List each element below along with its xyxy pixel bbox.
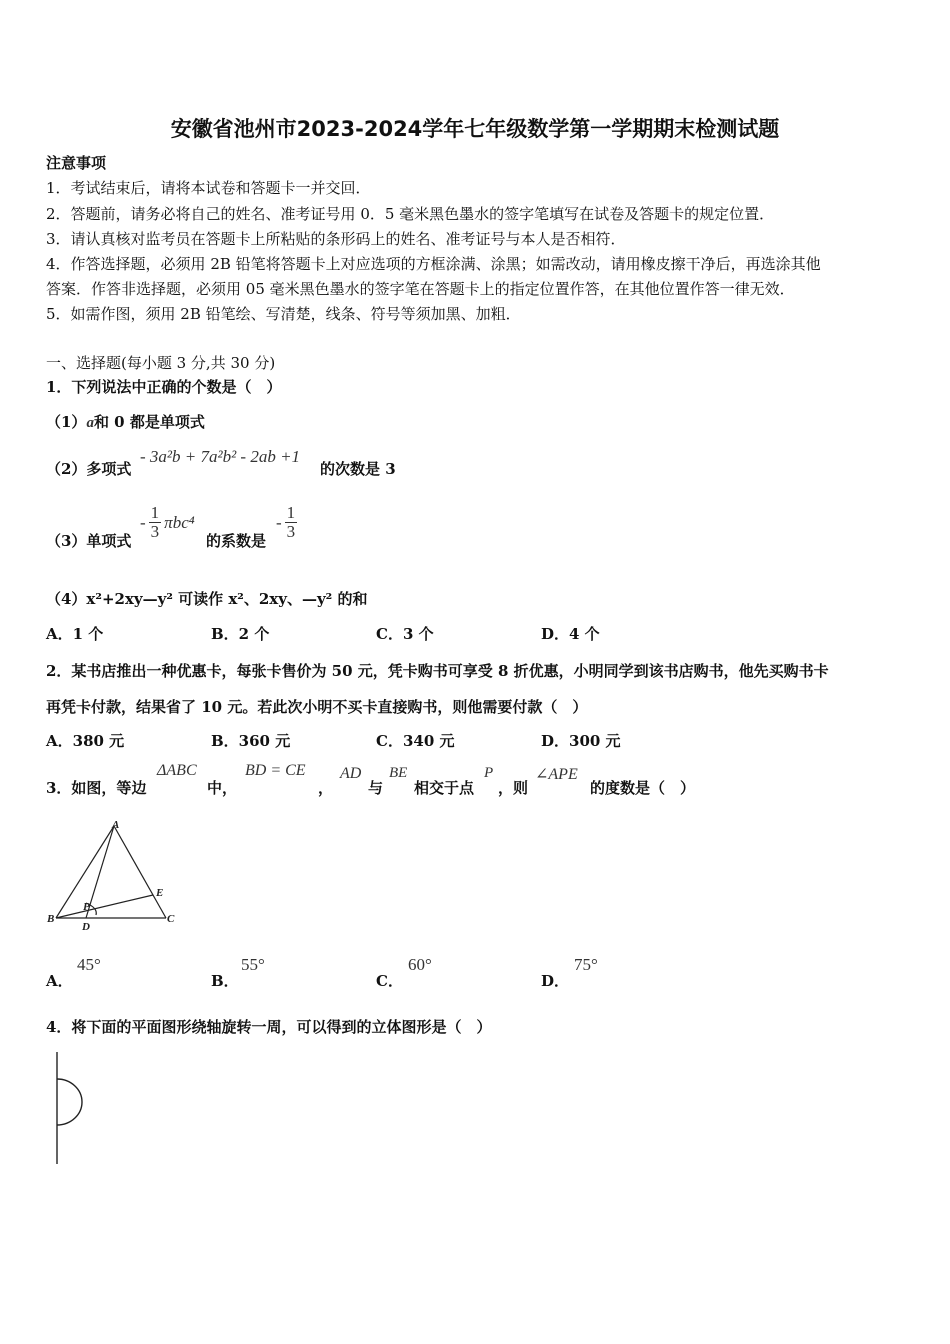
figure-label-d: D — [82, 921, 90, 933]
q3-triangle-figure — [46, 818, 186, 938]
figure-label-c: C — [167, 913, 175, 925]
figure-label-b: B — [47, 913, 55, 925]
q1-option-a[interactable]: A．1 个 — [46, 625, 104, 643]
q2-option-b[interactable]: B．360 元 — [211, 732, 291, 750]
question-3-prefix: 3．如图，等边 — [46, 779, 147, 797]
q1-statement-2: （2）多项式 — [46, 460, 132, 478]
q1-coefficient: - $\frac{1}{3}$ — [276, 503, 296, 541]
q2-option-c[interactable]: C．340 元 — [376, 732, 455, 750]
q3-option-c-value: 60° — [408, 955, 432, 974]
question-4-stem: 4．将下面的平面图形绕轴旋转一周，可以得到的立体图形是（ ） — [46, 1018, 492, 1036]
q3-option-c[interactable]: C． — [376, 972, 403, 990]
q3-text: ，则 — [498, 779, 529, 797]
q3-text: ， — [318, 779, 334, 797]
q3-bd-ce: BD = CE — [245, 762, 306, 779]
q2-option-d[interactable]: D．300 元 — [541, 732, 621, 750]
figure-label-a: A — [112, 819, 120, 831]
question-2-line-2: 再凭卡付款，结果省了 10 元。若此次小明不买卡直接购书，则他需要付款（ ） — [46, 698, 588, 716]
figure-label-p: P — [83, 901, 90, 913]
q1-option-c[interactable]: C．3 个 — [376, 625, 434, 643]
semicircle-shape — [57, 1079, 82, 1125]
notice-heading: 注意事项 — [46, 154, 107, 172]
q3-option-d-value: 75° — [574, 955, 598, 974]
q3-be: BE — [389, 765, 408, 781]
segment-ad — [86, 826, 114, 918]
notice-item: 2．答题前，请务必将自己的姓名、准考证号用 0．5 毫米黑色墨水的签字笔填写在试卷及答题卡的规定位置． — [46, 205, 775, 223]
notice-item: 5．如需作图，须用 2B 铅笔绘、写清楚，线条、符号等须加黑、加粗． — [46, 305, 521, 323]
q3-ad: AD — [340, 765, 362, 782]
q2-option-a[interactable]: A．380 元 — [46, 732, 125, 750]
q4-semicircle-figure — [46, 1050, 96, 1170]
q3-option-a-value: 45° — [77, 955, 101, 974]
section-heading: 一、选择题(每小题 3 分,共 30 分) — [46, 354, 276, 372]
q1-option-b[interactable]: B．2 个 — [211, 625, 270, 643]
q1-monomial: - $\frac{1}{3}$ πbc⁴ — [140, 503, 195, 541]
segment-be — [56, 895, 153, 918]
q3-option-d[interactable]: D． — [541, 972, 570, 990]
triangle-side-ac — [114, 826, 166, 918]
q3-option-b[interactable]: B． — [211, 972, 239, 990]
q1-statement-2-end: 的次数是 3 — [320, 460, 396, 478]
question-2-line-1: 2．某书店推出一种优惠卡，每张卡售价为 50 元，凭卡购书可享受 8 折优惠，小明同学到该书店购书，他先买购书卡 — [46, 662, 829, 680]
q3-text: 与 — [368, 779, 384, 797]
figure-label-e: E — [156, 887, 164, 899]
q3-text: 相交于点 — [414, 779, 475, 797]
q3-text: 中， — [207, 779, 238, 797]
notice-item: 答案．作答非选择题，必须用 05 毫米黑色墨水的签字笔在答题卡上的指定位置作答，在其他位置作答一律无效． — [46, 280, 795, 298]
q1-statement-1: （1）a和 0 都是单项式 — [46, 413, 205, 431]
q3-text: 的度数是（ ） — [590, 779, 696, 797]
q1-statement-4: （4）x²+2xy—y² 可读作 x²、2xy、—y² 的和 — [46, 590, 368, 608]
q1-option-d[interactable]: D．4 个 — [541, 625, 600, 643]
notice-item: 3．请认真核对监考员在答题卡上所粘贴的条形码上的姓名、准考证号与本人是否相符． — [46, 230, 626, 248]
notice-item: 1．考试结束后，请将本试卷和答题卡一并交回． — [46, 179, 371, 197]
q3-triangle-abc: ΔABC — [157, 762, 197, 779]
question-1-stem: 1．下列说法中正确的个数是（ ） — [46, 378, 282, 396]
q3-angle-ape: ∠APE — [535, 766, 578, 783]
notice-item: 4．作答选择题，必须用 2B 铅笔将答题卡上对应选项的方框涂满、涂黑；如需改动，请用橡皮擦干净后，再选涂其他 — [46, 255, 821, 273]
q1-statement-3: （3）单项式 — [46, 532, 132, 550]
page-title: 安徽省池州市2023-2024学年七年级数学第一学期期末检测试题 — [170, 117, 780, 141]
q1-polynomial-expr: - 3a²b + 7a²b² - 2ab +1 — [140, 447, 301, 466]
q3-option-b-value: 55° — [241, 955, 265, 974]
q3-point-p: P — [484, 765, 494, 781]
q1-statement-3-mid: 的系数是 — [206, 532, 267, 550]
q3-option-a[interactable]: A． — [46, 972, 73, 990]
